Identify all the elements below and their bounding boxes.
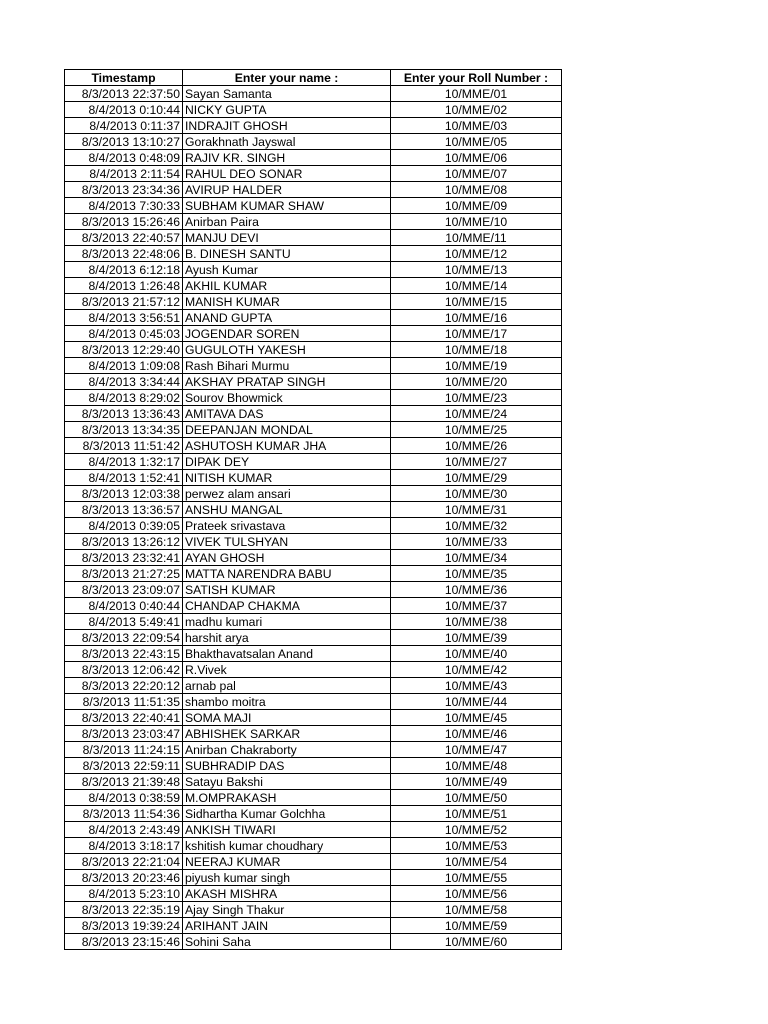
roll-number-cell: 10/MME/30 — [391, 486, 562, 502]
timestamp-cell: 8/3/2013 22:35:19 — [65, 902, 183, 918]
timestamp-cell: 8/3/2013 13:10:27 — [65, 134, 183, 150]
table-row — [65, 886, 562, 902]
table-row — [65, 934, 562, 950]
table-row — [65, 790, 562, 806]
roll-number-cell: 10/MME/07 — [391, 166, 562, 182]
roll-number-cell: 10/MME/15 — [391, 294, 562, 310]
roll-number-cell: 10/MME/40 — [391, 646, 562, 662]
table-row — [65, 806, 562, 822]
table-body — [65, 86, 562, 950]
name-cell: Satayu Bakshi — [183, 774, 391, 790]
table-row — [65, 678, 562, 694]
name-cell: ASHUTOSH KUMAR JHA — [183, 438, 391, 454]
table-row — [65, 550, 562, 566]
timestamp-cell: 8/3/2013 11:51:35 — [65, 694, 183, 710]
name-cell: Anirban Chakraborty — [183, 742, 391, 758]
header-row — [65, 70, 562, 86]
timestamp-cell: 8/4/2013 1:52:41 — [65, 470, 183, 486]
roll-number-cell: 10/MME/27 — [391, 454, 562, 470]
timestamp-cell: 8/3/2013 21:27:25 — [65, 566, 183, 582]
roll-number-cell: 10/MME/06 — [391, 150, 562, 166]
table-row — [65, 406, 562, 422]
timestamp-cell: 8/3/2013 15:26:46 — [65, 214, 183, 230]
name-cell: piyush kumar singh — [183, 870, 391, 886]
table-row — [65, 134, 562, 150]
name-cell: DEEPANJAN MONDAL — [183, 422, 391, 438]
timestamp-cell: 8/3/2013 23:34:36 — [65, 182, 183, 198]
name-cell: SUBHRADIP DAS — [183, 758, 391, 774]
roll-number-cell: 10/MME/36 — [391, 582, 562, 598]
name-cell: RAHUL DEO SONAR — [183, 166, 391, 182]
roll-number-cell: 10/MME/39 — [391, 630, 562, 646]
table-row — [65, 182, 562, 198]
name-cell: Sayan Samanta — [183, 86, 391, 102]
table-row — [65, 870, 562, 886]
table-row — [65, 294, 562, 310]
timestamp-cell: 8/3/2013 12:03:38 — [65, 486, 183, 502]
table-row — [65, 502, 562, 518]
timestamp-cell: 8/4/2013 5:23:10 — [65, 886, 183, 902]
timestamp-cell: 8/3/2013 22:59:11 — [65, 758, 183, 774]
timestamp-cell: 8/3/2013 13:34:35 — [65, 422, 183, 438]
name-cell: Ajay Singh Thakur — [183, 902, 391, 918]
name-cell: MANJU DEVI — [183, 230, 391, 246]
name-cell: SATISH KUMAR — [183, 582, 391, 598]
table-row — [65, 86, 562, 102]
timestamp-cell: 8/3/2013 22:40:57 — [65, 230, 183, 246]
table-row — [65, 822, 562, 838]
timestamp-cell: 8/4/2013 1:26:48 — [65, 278, 183, 294]
roll-number-cell: 10/MME/08 — [391, 182, 562, 198]
timestamp-cell: 8/4/2013 1:09:08 — [65, 358, 183, 374]
name-cell: Rash Bihari Murmu — [183, 358, 391, 374]
roll-number-cell: 10/MME/16 — [391, 310, 562, 326]
roll-number-cell: 10/MME/55 — [391, 870, 562, 886]
table-row — [65, 278, 562, 294]
table-row — [65, 598, 562, 614]
timestamp-cell: 8/3/2013 22:09:54 — [65, 630, 183, 646]
name-cell: madhu kumari — [183, 614, 391, 630]
name-cell: AKASH MISHRA — [183, 886, 391, 902]
roll-number-cell: 10/MME/46 — [391, 726, 562, 742]
name-cell: AVIRUP HALDER — [183, 182, 391, 198]
timestamp-cell: 8/3/2013 11:51:42 — [65, 438, 183, 454]
table-row — [65, 230, 562, 246]
table-row — [65, 694, 562, 710]
timestamp-cell: 8/3/2013 13:36:57 — [65, 502, 183, 518]
name-cell: VIVEK TULSHYAN — [183, 534, 391, 550]
roll-number-cell: 10/MME/50 — [391, 790, 562, 806]
name-cell: NITISH KUMAR — [183, 470, 391, 486]
table-row — [65, 310, 562, 326]
timestamp-cell: 8/4/2013 0:10:44 — [65, 102, 183, 118]
timestamp-cell: 8/4/2013 3:56:51 — [65, 310, 183, 326]
timestamp-cell: 8/4/2013 8:29:02 — [65, 390, 183, 406]
table-row — [65, 838, 562, 854]
name-cell: AMITAVA DAS — [183, 406, 391, 422]
roll-number-cell: 10/MME/59 — [391, 918, 562, 934]
name-cell: Gorakhnath Jayswal — [183, 134, 391, 150]
timestamp-cell: 8/4/2013 2:43:49 — [65, 822, 183, 838]
roll-number-cell: 10/MME/14 — [391, 278, 562, 294]
table-row — [65, 774, 562, 790]
name-cell: NICKY GUPTA — [183, 102, 391, 118]
timestamp-cell: 8/4/2013 0:11:37 — [65, 118, 183, 134]
roll-number-cell: 10/MME/44 — [391, 694, 562, 710]
roll-number-cell: 10/MME/34 — [391, 550, 562, 566]
roll-number-cell: 10/MME/20 — [391, 374, 562, 390]
roll-number-cell: 10/MME/23 — [391, 390, 562, 406]
name-cell: Sohini Saha — [183, 934, 391, 950]
table-row — [65, 470, 562, 486]
name-cell: AKHIL KUMAR — [183, 278, 391, 294]
roll-number-cell: 10/MME/38 — [391, 614, 562, 630]
roll-number-cell: 10/MME/29 — [391, 470, 562, 486]
header-roll-number: Enter your Roll Number : — [391, 70, 562, 86]
timestamp-cell: 8/4/2013 5:49:41 — [65, 614, 183, 630]
roll-number-cell: 10/MME/18 — [391, 342, 562, 358]
timestamp-cell: 8/3/2013 22:40:41 — [65, 710, 183, 726]
timestamp-cell: 8/3/2013 12:06:42 — [65, 662, 183, 678]
roll-number-cell: 10/MME/10 — [391, 214, 562, 230]
timestamp-cell: 8/4/2013 3:34:44 — [65, 374, 183, 390]
roll-number-cell: 10/MME/11 — [391, 230, 562, 246]
table-row — [65, 246, 562, 262]
name-cell: Sourov Bhowmick — [183, 390, 391, 406]
table-row — [65, 102, 562, 118]
name-cell: CHANDAP CHAKMA — [183, 598, 391, 614]
timestamp-cell: 8/3/2013 19:39:24 — [65, 918, 183, 934]
timestamp-cell: 8/4/2013 0:40:44 — [65, 598, 183, 614]
roll-number-cell: 10/MME/43 — [391, 678, 562, 694]
timestamp-cell: 8/3/2013 11:54:36 — [65, 806, 183, 822]
name-cell: SUBHAM KUMAR SHAW — [183, 198, 391, 214]
name-cell: Bhakthavatsalan Anand — [183, 646, 391, 662]
responses-table — [64, 69, 562, 950]
roll-number-cell: 10/MME/58 — [391, 902, 562, 918]
timestamp-cell: 8/4/2013 0:48:09 — [65, 150, 183, 166]
timestamp-cell: 8/3/2013 23:09:07 — [65, 582, 183, 598]
table-row — [65, 342, 562, 358]
name-cell: Ayush Kumar — [183, 262, 391, 278]
name-cell: INDRAJIT GHOSH — [183, 118, 391, 134]
name-cell: SOMA MAJI — [183, 710, 391, 726]
timestamp-cell: 8/3/2013 22:20:12 — [65, 678, 183, 694]
roll-number-cell: 10/MME/09 — [391, 198, 562, 214]
table-row — [65, 630, 562, 646]
timestamp-cell: 8/3/2013 23:15:46 — [65, 934, 183, 950]
table-row — [65, 118, 562, 134]
table-row — [65, 758, 562, 774]
name-cell: Sidhartha Kumar Golchha — [183, 806, 391, 822]
timestamp-cell: 8/3/2013 13:26:12 — [65, 534, 183, 550]
table-row — [65, 662, 562, 678]
table-row — [65, 566, 562, 582]
roll-number-cell: 10/MME/19 — [391, 358, 562, 374]
table-row — [65, 854, 562, 870]
name-cell: harshit arya — [183, 630, 391, 646]
roll-number-cell: 10/MME/13 — [391, 262, 562, 278]
roll-number-cell: 10/MME/33 — [391, 534, 562, 550]
roll-number-cell: 10/MME/42 — [391, 662, 562, 678]
roll-number-cell: 10/MME/31 — [391, 502, 562, 518]
timestamp-cell: 8/3/2013 22:48:06 — [65, 246, 183, 262]
name-cell: B. DINESH SANTU — [183, 246, 391, 262]
table-row — [65, 166, 562, 182]
table-row — [65, 726, 562, 742]
roll-number-cell: 10/MME/51 — [391, 806, 562, 822]
name-cell: GUGULOTH YAKESH — [183, 342, 391, 358]
name-cell: NEERAJ KUMAR — [183, 854, 391, 870]
table-row — [65, 518, 562, 534]
roll-number-cell: 10/MME/60 — [391, 934, 562, 950]
timestamp-cell: 8/4/2013 7:30:33 — [65, 198, 183, 214]
table-row — [65, 710, 562, 726]
timestamp-cell: 8/3/2013 23:32:41 — [65, 550, 183, 566]
name-cell: ARIHANT JAIN — [183, 918, 391, 934]
roll-number-cell: 10/MME/02 — [391, 102, 562, 118]
name-cell: ABHISHEK SARKAR — [183, 726, 391, 742]
table-row — [65, 198, 562, 214]
name-cell: kshitish kumar choudhary — [183, 838, 391, 854]
roll-number-cell: 10/MME/53 — [391, 838, 562, 854]
timestamp-cell: 8/3/2013 23:03:47 — [65, 726, 183, 742]
name-cell: ANAND GUPTA — [183, 310, 391, 326]
roll-number-cell: 10/MME/32 — [391, 518, 562, 534]
timestamp-cell: 8/4/2013 0:45:03 — [65, 326, 183, 342]
timestamp-cell: 8/3/2013 12:29:40 — [65, 342, 183, 358]
name-cell: Anirban Paira — [183, 214, 391, 230]
timestamp-cell: 8/4/2013 0:38:59 — [65, 790, 183, 806]
timestamp-cell: 8/3/2013 22:21:04 — [65, 854, 183, 870]
roll-number-cell: 10/MME/17 — [391, 326, 562, 342]
name-cell: DIPAK DEY — [183, 454, 391, 470]
timestamp-cell: 8/4/2013 3:18:17 — [65, 838, 183, 854]
name-cell: RAJIV KR. SINGH — [183, 150, 391, 166]
roll-number-cell: 10/MME/45 — [391, 710, 562, 726]
roll-number-cell: 10/MME/35 — [391, 566, 562, 582]
header-name: Enter your name : — [183, 70, 391, 86]
table-row — [65, 358, 562, 374]
table-row — [65, 646, 562, 662]
roll-number-cell: 10/MME/52 — [391, 822, 562, 838]
timestamp-cell: 8/3/2013 22:43:15 — [65, 646, 183, 662]
table-row — [65, 214, 562, 230]
table-row — [65, 438, 562, 454]
table-row — [65, 390, 562, 406]
roll-number-cell: 10/MME/12 — [391, 246, 562, 262]
header-timestamp: Timestamp — [65, 70, 183, 86]
roll-number-cell: 10/MME/25 — [391, 422, 562, 438]
timestamp-cell: 8/3/2013 11:24:15 — [65, 742, 183, 758]
name-cell: perwez alam ansari — [183, 486, 391, 502]
name-cell: AKSHAY PRATAP SINGH — [183, 374, 391, 390]
roll-number-cell: 10/MME/56 — [391, 886, 562, 902]
timestamp-cell: 8/3/2013 22:37:50 — [65, 86, 183, 102]
timestamp-cell: 8/3/2013 21:57:12 — [65, 294, 183, 310]
roll-number-cell: 10/MME/26 — [391, 438, 562, 454]
roll-number-cell: 10/MME/49 — [391, 774, 562, 790]
table-row — [65, 422, 562, 438]
timestamp-cell: 8/3/2013 13:36:43 — [65, 406, 183, 422]
roll-number-cell: 10/MME/54 — [391, 854, 562, 870]
name-cell: MANISH KUMAR — [183, 294, 391, 310]
roll-number-cell: 10/MME/01 — [391, 86, 562, 102]
roll-number-cell: 10/MME/24 — [391, 406, 562, 422]
timestamp-cell: 8/3/2013 21:39:48 — [65, 774, 183, 790]
timestamp-cell: 8/4/2013 1:32:17 — [65, 454, 183, 470]
timestamp-cell: 8/4/2013 6:12:18 — [65, 262, 183, 278]
name-cell: ANKISH TIWARI — [183, 822, 391, 838]
name-cell: JOGENDAR SOREN — [183, 326, 391, 342]
roll-number-cell: 10/MME/03 — [391, 118, 562, 134]
timestamp-cell: 8/4/2013 2:11:54 — [65, 166, 183, 182]
table-row — [65, 918, 562, 934]
table-row — [65, 902, 562, 918]
table-row — [65, 534, 562, 550]
table-row — [65, 150, 562, 166]
name-cell: arnab pal — [183, 678, 391, 694]
table-row — [65, 326, 562, 342]
timestamp-cell: 8/3/2013 20:23:46 — [65, 870, 183, 886]
table-row — [65, 742, 562, 758]
roll-number-cell: 10/MME/47 — [391, 742, 562, 758]
timestamp-cell: 8/4/2013 0:39:05 — [65, 518, 183, 534]
name-cell: AYAN GHOSH — [183, 550, 391, 566]
roll-number-cell: 10/MME/48 — [391, 758, 562, 774]
table-row — [65, 454, 562, 470]
name-cell: M.OMPRAKASH — [183, 790, 391, 806]
name-cell: shambo moitra — [183, 694, 391, 710]
table-row — [65, 262, 562, 278]
table-row — [65, 582, 562, 598]
name-cell: R.Vivek — [183, 662, 391, 678]
name-cell: Prateek srivastava — [183, 518, 391, 534]
table-row — [65, 374, 562, 390]
table-row — [65, 486, 562, 502]
table-row — [65, 614, 562, 630]
name-cell: ANSHU MANGAL — [183, 502, 391, 518]
roll-number-cell: 10/MME/05 — [391, 134, 562, 150]
name-cell: MATTA NARENDRA BABU — [183, 566, 391, 582]
roll-number-cell: 10/MME/37 — [391, 598, 562, 614]
